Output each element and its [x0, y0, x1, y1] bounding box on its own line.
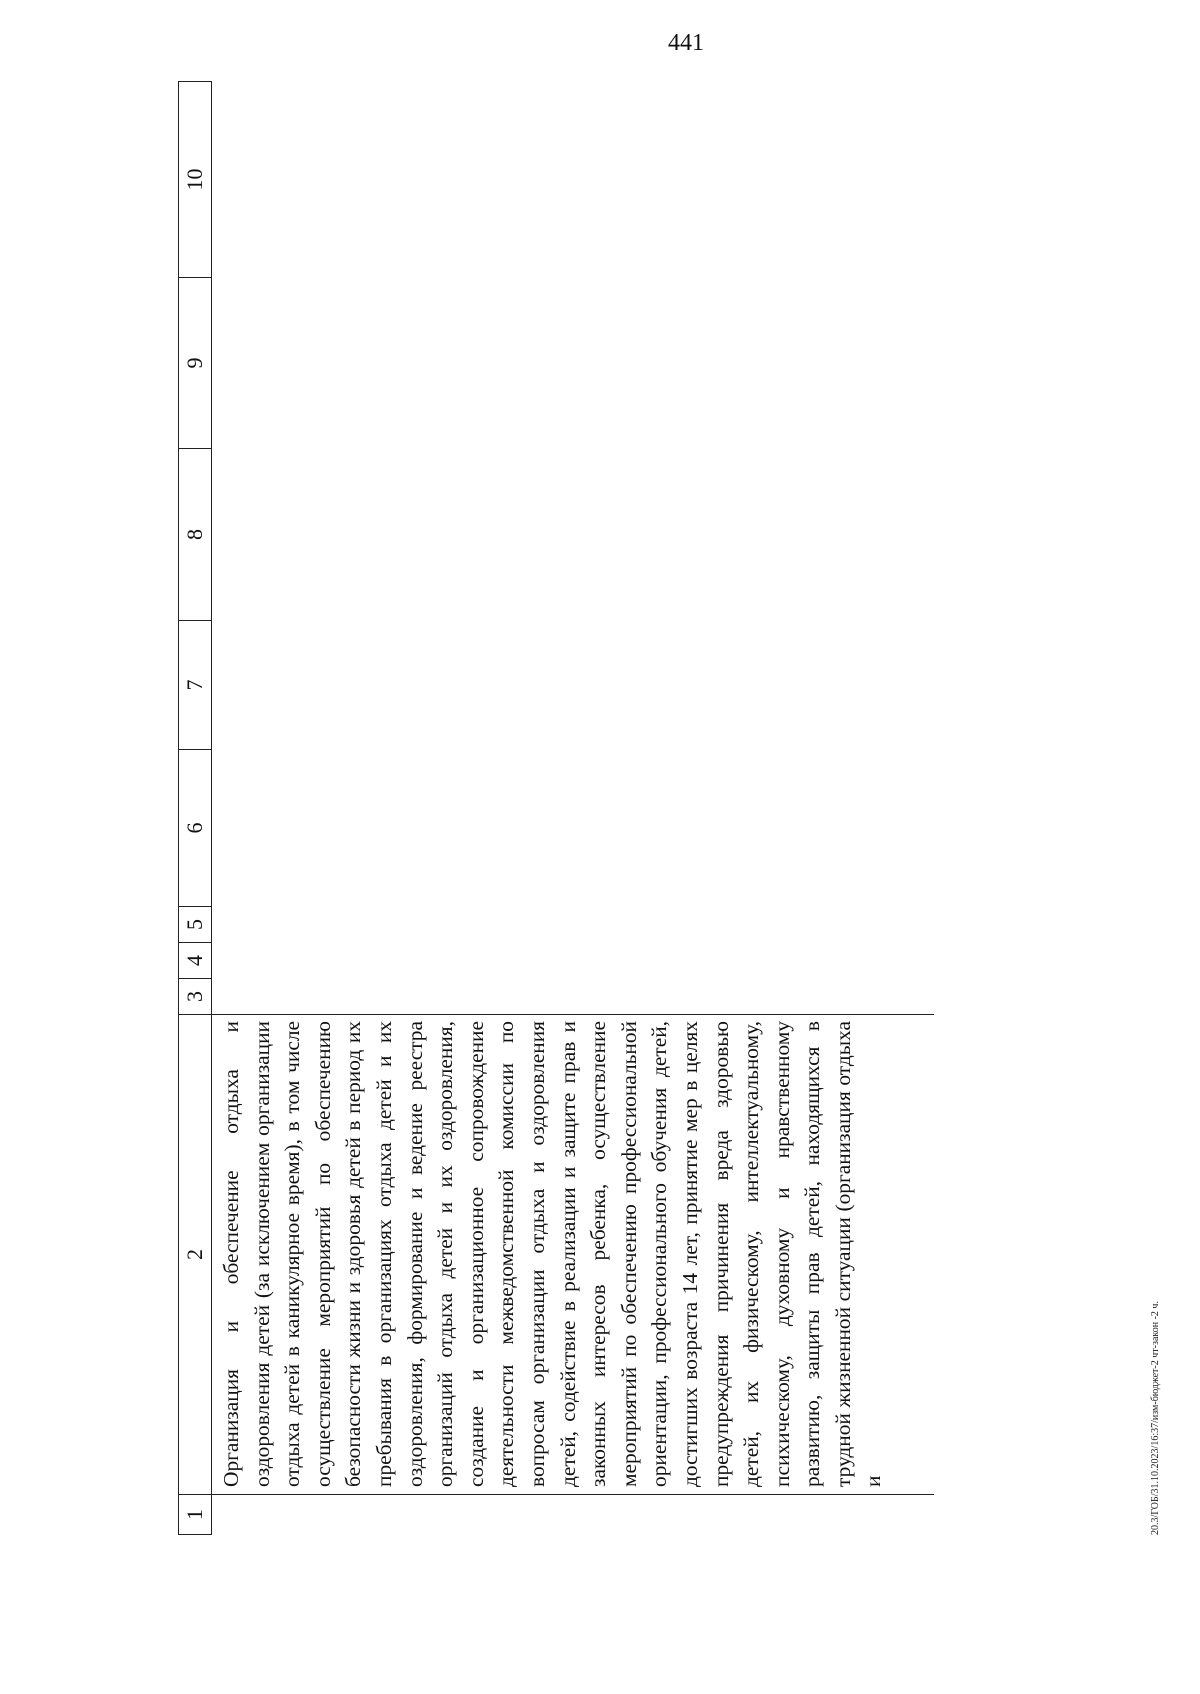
column-header-8: 8	[179, 449, 212, 621]
column-header-2: 2	[179, 1015, 212, 1495]
column-header-7: 7	[179, 621, 212, 750]
row-cell-col10	[212, 82, 935, 278]
column-header-5: 5	[179, 907, 212, 943]
column-header-1: 1	[179, 1495, 212, 1535]
column-header-10: 10	[179, 82, 212, 278]
row-cell-col7	[212, 621, 935, 750]
row-cell-col1	[212, 1495, 935, 1535]
column-header-6: 6	[179, 750, 212, 907]
budget-table	[178, 82, 934, 1535]
document-footer-code: 20.3/ГОБ/31.10.2023/16:37/изм-бюджет-2 чт-закон -2 ч.	[1150, 1301, 1161, 1535]
row-cell-col3	[212, 979, 935, 1015]
row-description-text: Организация и обеспечение отдыха и оздоровления детей (за исключением организации отдыха детей в каникулярное время), в том числе осуществление мероприятий по обеспечению безопасности жизни и здоровья детей в период их пребывания в организациях отдыха детей и их оздоровления, формирование и ведение реестра организаций отдыха детей и их оздоровления, создание и организационное сопровождение деятельности межведомственной комиссии по вопросам организации отдыха и оздоровления детей, содействие в реализации и защите прав и законных интересов ребенка, осуществление мероприятий по обеспечению профессиональной ориентации, профессионального обучения детей, достигших возраста 14 лет, принятие мер в целях предупреждения причинения вреда здоровью детей, их физическому, интеллектуальному, психическому, духовному и нравственному развитию, защиты прав детей, находящихся в трудной жизненной ситуации (организация отдыха и	[219, 1021, 886, 1487]
column-header-9: 9	[179, 278, 212, 449]
row-cell-col6	[212, 750, 935, 907]
row-cell-col2	[212, 1015, 935, 1495]
row-cell-col5	[212, 907, 935, 943]
data-table	[178, 81, 934, 1535]
column-header-3: 3	[179, 979, 212, 1015]
column-header-4: 4	[179, 943, 212, 979]
page-number: 441	[668, 30, 704, 56]
row-cell-col4	[212, 943, 935, 979]
table-header-row	[179, 82, 212, 1535]
row-cell-col8	[212, 449, 935, 621]
row-cell-col9	[212, 278, 935, 449]
table-row	[212, 82, 935, 1535]
